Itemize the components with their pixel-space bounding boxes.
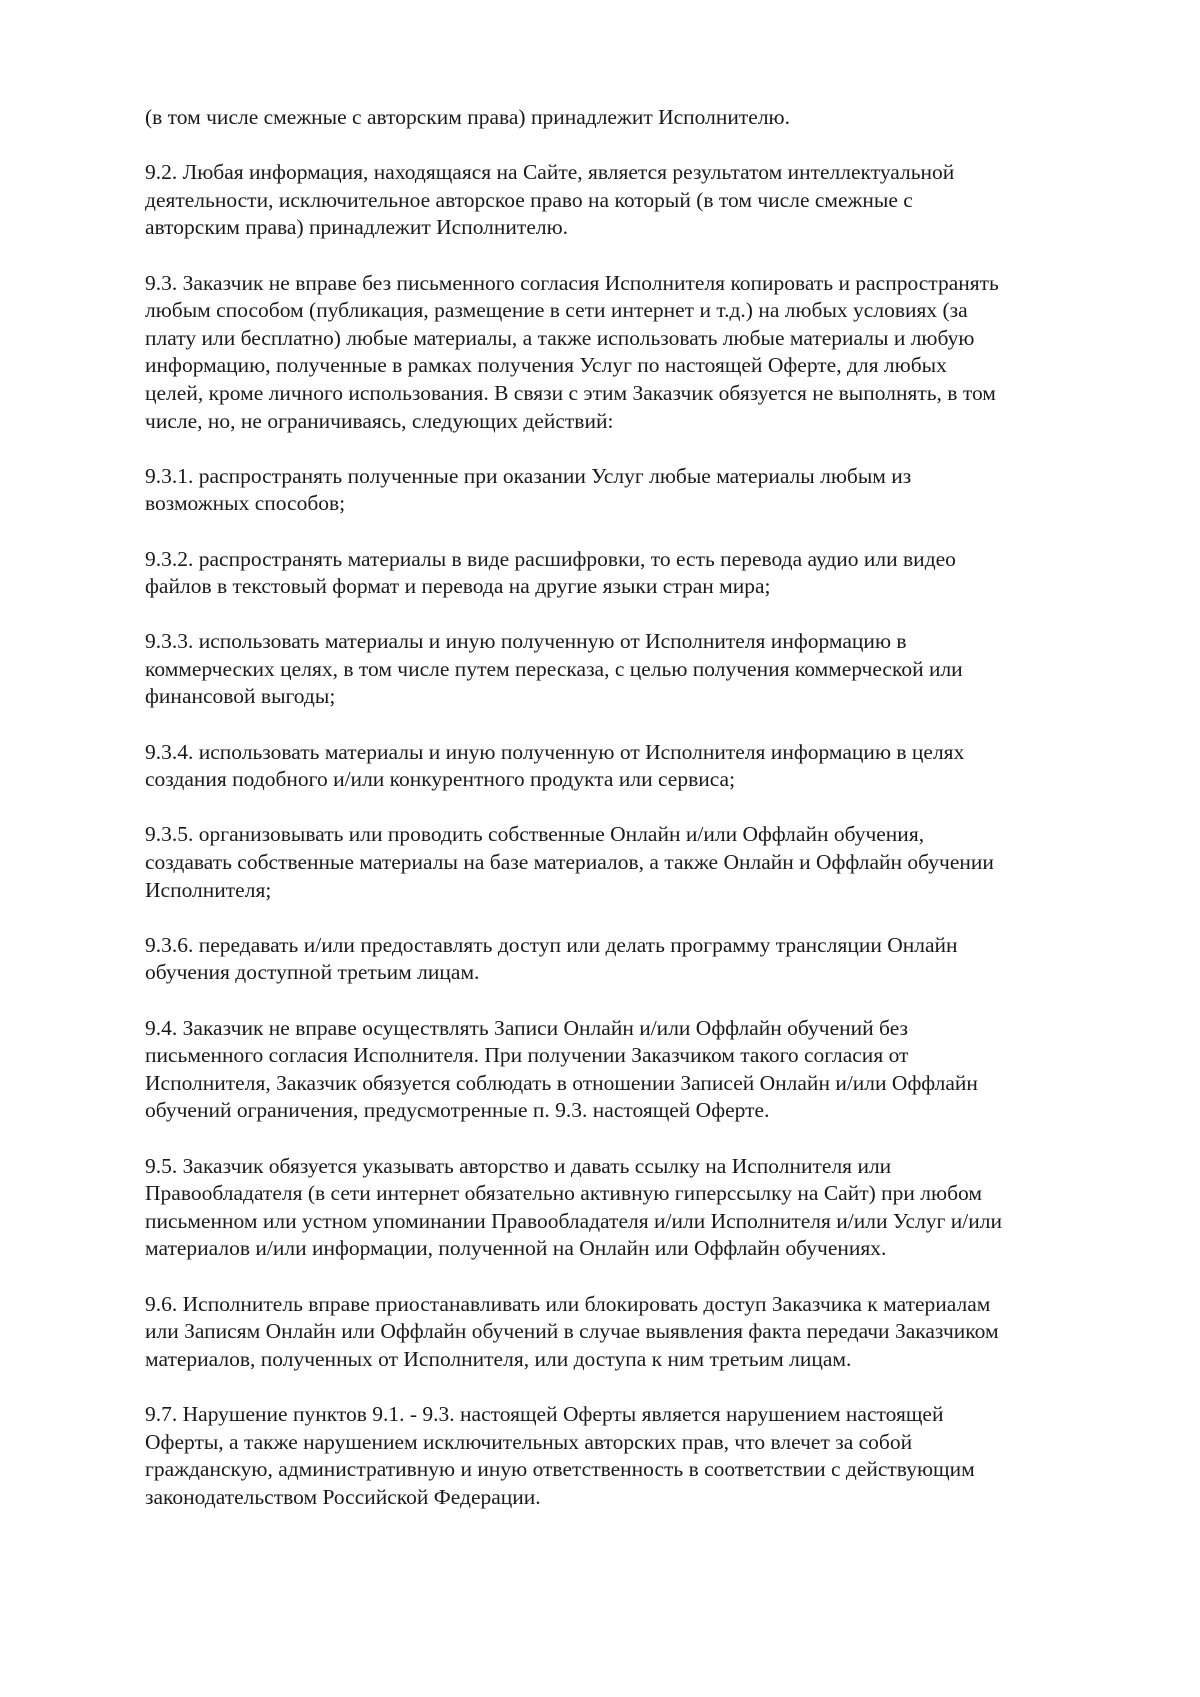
text-line: письменного согласия Исполнителя. При получении Заказчиком такого согласия от [145,1043,909,1068]
text-line: возможных способов; [145,491,346,516]
text-line: 9.3.2. распространять материалы в виде расшифровки, то есть перевода аудио или видео [145,546,956,571]
paragraph [145,159,1105,242]
paragraph [145,932,1105,987]
text-line: деятельности, исключительное авторское право на который (в том числе смежные с [145,187,913,212]
text-line: 9.3.4. использовать материалы и иную полученную от Исполнителя информацию в целях [145,739,965,764]
paragraph [145,270,1105,436]
text-line: 9.4. Заказчик не вправе осуществлять Записи Онлайн и/или Оффлайн обучений без [145,1015,909,1040]
paragraph [145,1291,1105,1374]
document-page [145,104,1105,1539]
text-line: 9.6. Исполнитель вправе приостанавливать или блокировать доступ Заказчика к материалам [145,1291,991,1316]
text-line: Правообладателя (в сети интернет обязательно активную гиперссылку на Сайт) при любом [145,1181,982,1206]
paragraph [145,1401,1105,1511]
text-line: 9.3.5. организовывать или проводить собственные Онлайн и/или Оффлайн обучения, [145,822,925,847]
text-line: материалов, полученных от Исполнителя, или доступа к ним третьим лицам. [145,1346,852,1371]
text-line: или Записям Онлайн или Оффлайн обучений в случае выявления факта передачи Заказчиком [145,1319,999,1344]
paragraph [145,1153,1105,1263]
text-line: письменном или устном упоминании Правообладателя и/или Исполнителя и/или Услуг и/или [145,1208,1002,1233]
text-line: файлов в текстовый формат и перевода на другие языки стран мира; [145,574,771,599]
text-line: гражданскую, административную и иную ответственность в соответствии с действующим [145,1457,975,1482]
text-line: материалов и/или информации, полученной на Онлайн или Оффлайн обучениях. [145,1236,887,1261]
text-line: 9.7. Нарушение пунктов 9.1. - 9.3. настоящей Оферты является нарушением настоящей [145,1401,944,1426]
paragraph [145,463,1105,518]
text-line: создавать собственные материалы на базе материалов, а также Онлайн и Оффлайн обучении [145,850,994,875]
text-line: коммерческих целях, в том числе путем пересказа, с целью получения коммерческой или [145,656,963,681]
paragraph [145,821,1105,904]
text-line: финансовой выгоды; [145,684,336,709]
text-line: Исполнителя; [145,877,272,902]
text-line: 9.3.3. использовать материалы и иную полученную от Исполнителя информацию в [145,629,907,654]
text-line: создания подобного и/или конкурентного продукта или сервиса; [145,767,736,792]
paragraph [145,628,1105,711]
text-line: (в том числе смежные с авторским права) принадлежит Исполнителю. [145,105,790,129]
text-line: обучения доступной третьим лицам. [145,960,480,985]
text-line: 9.5. Заказчик обязуется указывать авторство и давать ссылку на Исполнителя или [145,1153,892,1178]
text-line: 9.3.6. передавать и/или предоставлять доступ или делать программу трансляции Онлайн [145,932,958,957]
paragraph [145,1015,1105,1125]
text-line: 9.2. Любая информация, находящаяся на Сайте, является результатом интеллектуальной [145,160,955,185]
text-line: числе, но, не ограничиваясь, следующих действий: [145,408,614,433]
text-line: 9.3.1. распространять полученные при оказании Услуг любые материалы любым из [145,463,912,488]
text-line: любым способом (публикация, размещение в сети интернет и т.д.) на любых условиях (за [145,298,968,323]
text-line: Оферты, а также нарушением исключительных авторских прав, что влечет за собой [145,1429,913,1454]
text-line: 9.3. Заказчик не вправе без письменного согласия Исполнителя копировать и распространять [145,270,999,295]
text-line: авторским права) принадлежит Исполнителю. [145,215,569,240]
text-line: информацию, полученные в рамках получения Услуг по настоящей Оферте, для любых [145,353,947,378]
text-line: плату или бесплатно) любые материалы, а также использовать любые материалы и любую [145,325,975,350]
paragraph [145,104,1105,132]
text-line: законодательством Российской Федерации. [145,1484,541,1509]
paragraph [145,739,1105,794]
text-line: Исполнителя, Заказчик обязуется соблюдать в отношении Записей Онлайн и/или Оффлайн [145,1070,978,1095]
text-line: обучений ограничения, предусмотренные п. 9.3. настоящей Оферте. [145,1098,770,1123]
paragraph [145,546,1105,601]
text-line: целей, кроме личного использования. В связи с этим Заказчик обязуется не выполнять, в том [145,380,996,405]
